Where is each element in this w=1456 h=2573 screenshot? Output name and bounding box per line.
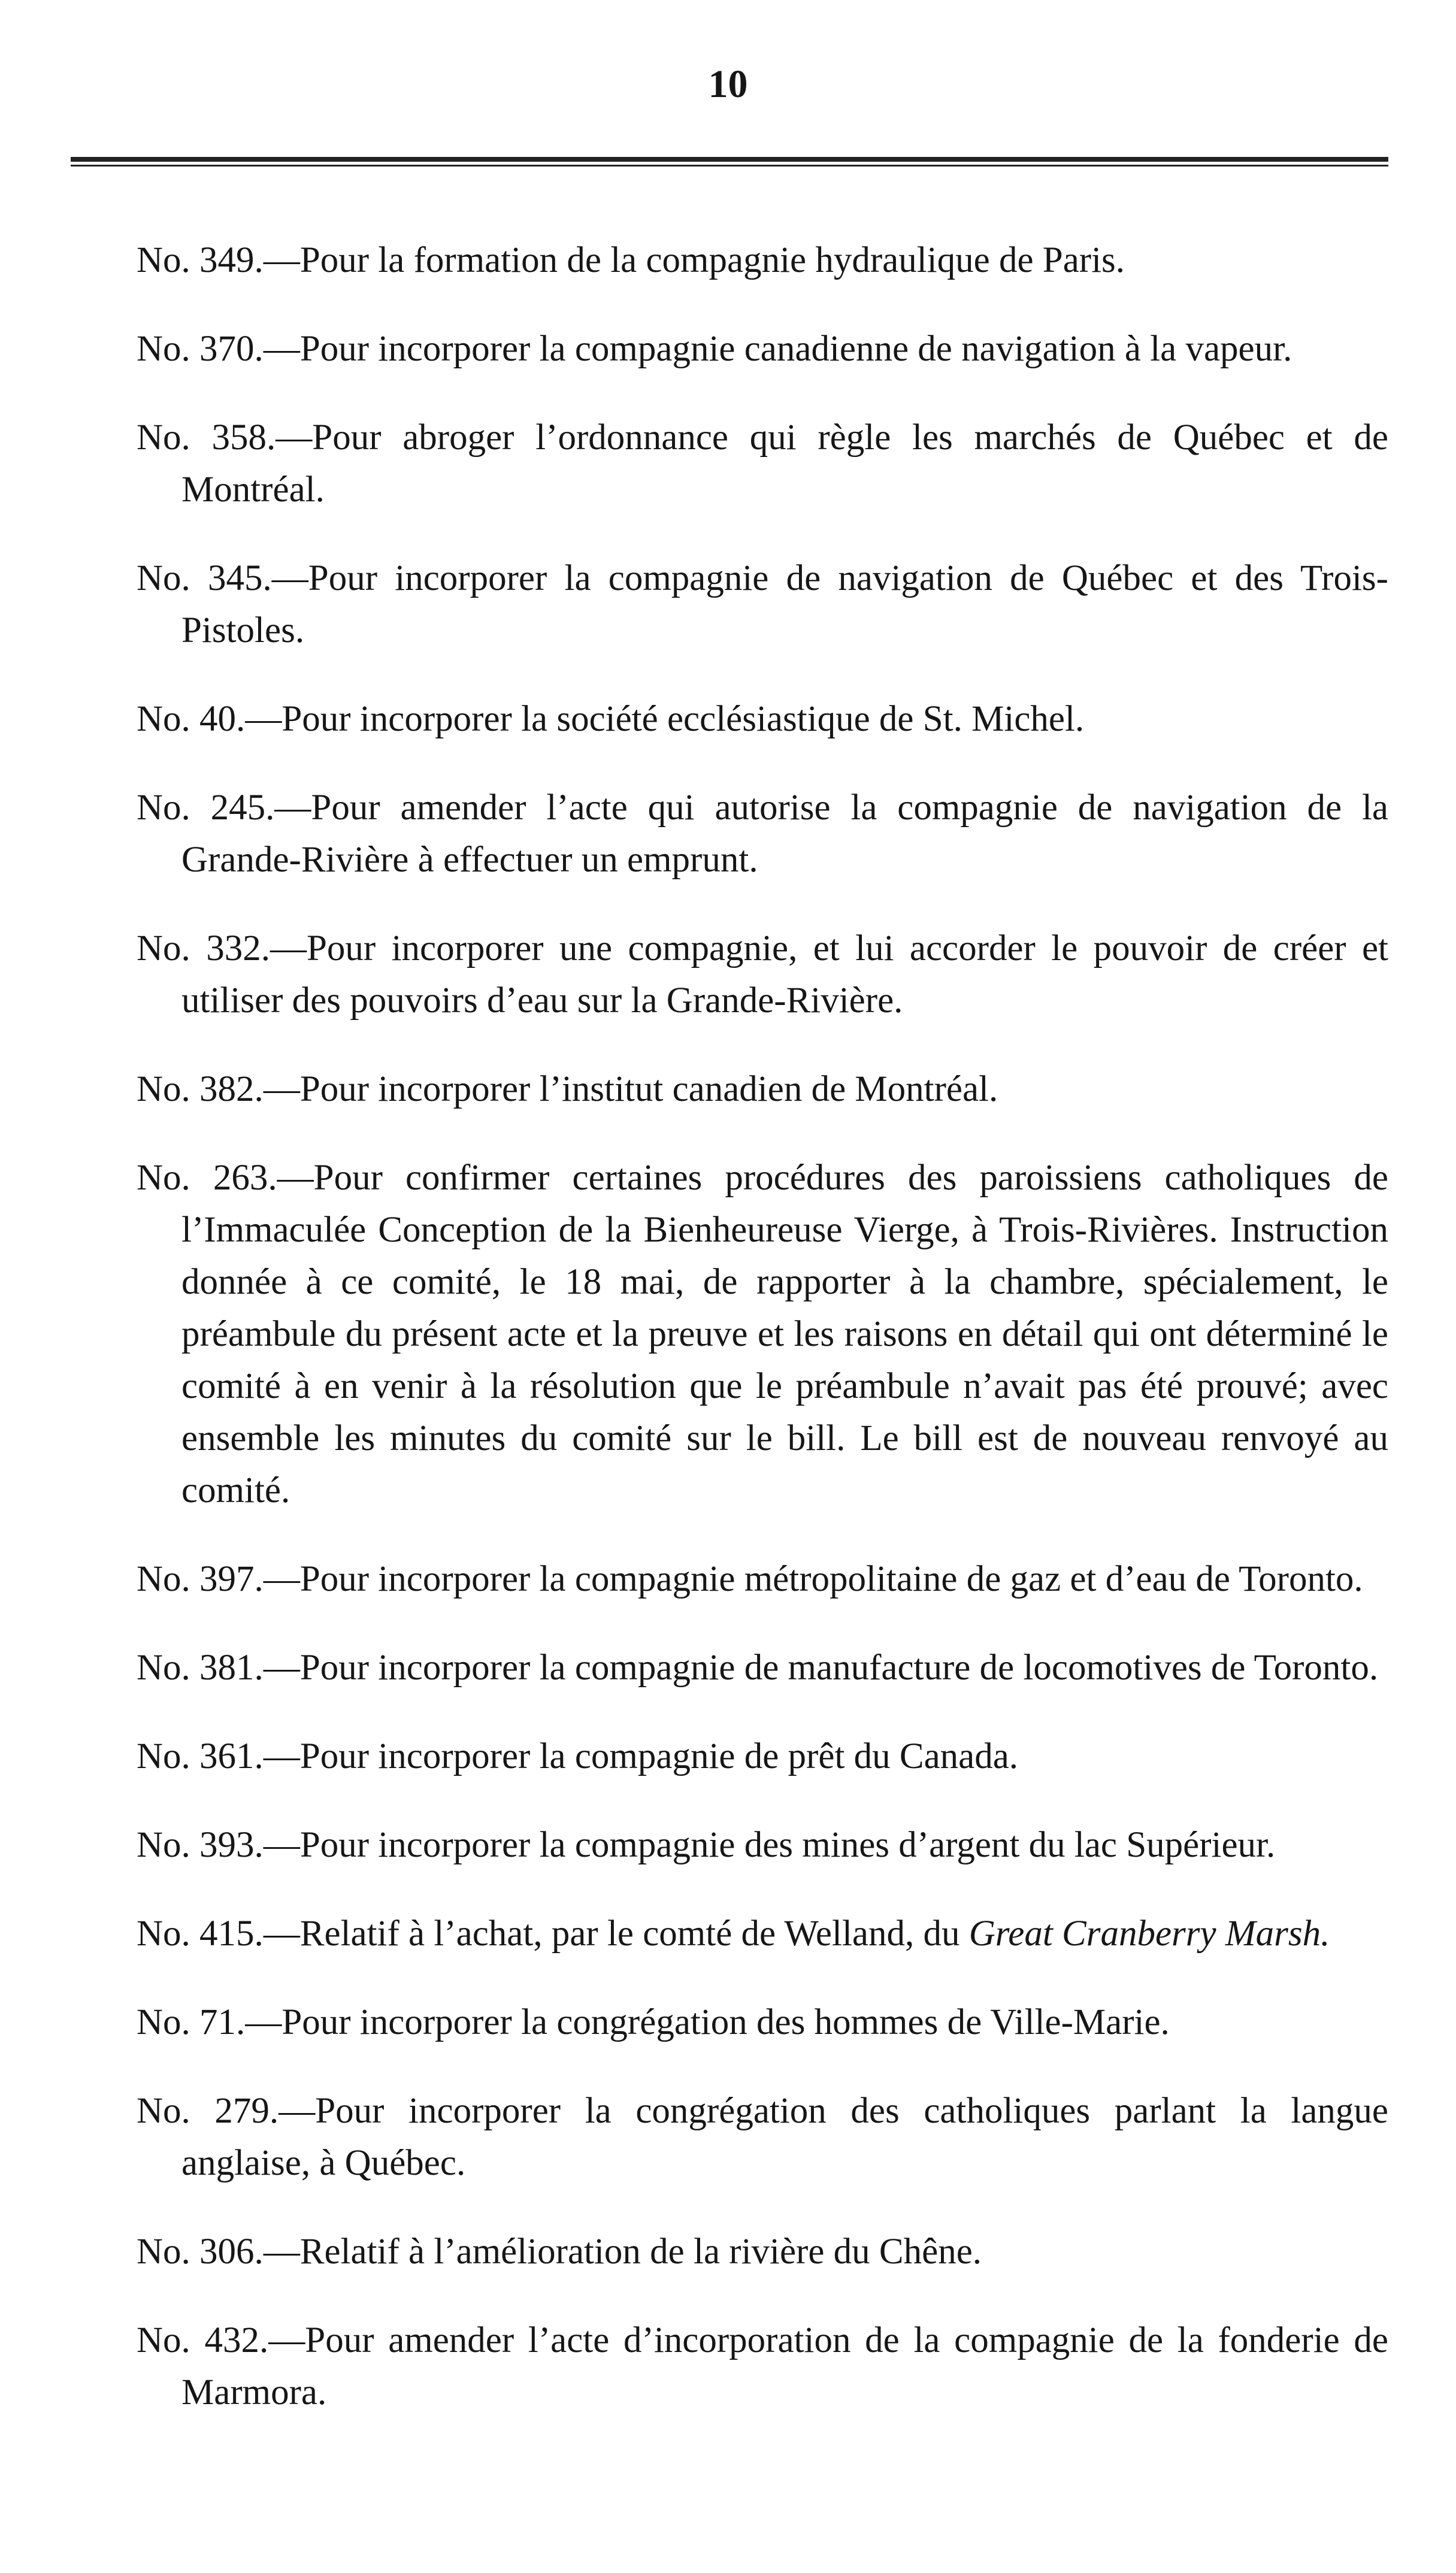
bill-entry xyxy=(137,2085,1388,2189)
bill-entry xyxy=(137,1996,1388,2048)
bill-description: —Pour incorporer la compagnie métropolitaine de gaz et d’eau de Toronto. xyxy=(263,1559,1363,1599)
bill-number: No. 361. xyxy=(137,1736,264,1776)
bill-entry xyxy=(137,323,1388,375)
bill-description: —Pour la formation de la compagnie hydraulique de Paris. xyxy=(263,240,1125,280)
bill-description: —Pour incorporer une compagnie, et lui accorder le pouvoir de créer et utiliser des pouvoirs d’eau sur la Grande-Rivière. xyxy=(181,928,1389,1021)
header-rule-thick xyxy=(71,157,1388,162)
bill-number: No. 245. xyxy=(137,788,275,828)
bill-entry xyxy=(137,1152,1388,1516)
bill-entry xyxy=(137,411,1388,516)
bill-description: —Pour incorporer la compagnie canadienne de navigation à la vapeur. xyxy=(263,329,1292,369)
bill-description: —Pour incorporer la compagnie de prêt du Canada. xyxy=(263,1736,1019,1776)
bill-number: No. 279. xyxy=(137,2091,279,2131)
page-number: 10 xyxy=(708,62,748,106)
bill-description: —Pour abroger l’ordonnance qui règle les marchés de Québec et de Montréal. xyxy=(181,417,1388,510)
bill-description: —Pour incorporer la congrégation des catholiques parlant la langue anglaise, à Québec. xyxy=(181,2091,1388,2183)
bill-entry xyxy=(137,1642,1388,1694)
bill-entry xyxy=(137,782,1388,886)
bill-entry xyxy=(137,552,1388,656)
bill-number: No. 40. xyxy=(137,699,246,739)
bill-number: No. 306. xyxy=(137,2232,264,2272)
bill-number: No. 370. xyxy=(137,329,264,369)
bill-description: —Pour amender l’acte qui autorise la compagnie de navigation de la Grande-Rivière à effectuer un emprunt. xyxy=(181,788,1388,880)
bill-description: —Pour incorporer la compagnie des mines d’argent du lac Supérieur. xyxy=(263,1825,1276,1865)
bill-description: —Pour confirmer certaines procédures des paroissiens catholiques de l’Immaculée Conception de la Bienheureuse Vierge, à Trois-Rivières. Instruction donnée à ce comité, le 18 mai, de rapporter à la chambre, spécialement, le préambule du présent acte et la preuve et les raisons en détail qui ont déterminé le comité à en venir à la résolution que le préambule n’avait pas été prouvé; avec ensemble les minutes du comité sur le bill. Le bill est de nouveau renvoyé au comité. xyxy=(181,1158,1388,1510)
bill-entry xyxy=(137,922,1388,1027)
bill-number: No. 397. xyxy=(137,1559,264,1599)
bill-entry xyxy=(137,1819,1388,1871)
bill-number: No. 415. xyxy=(137,1914,264,1954)
bill-number: No. 381. xyxy=(137,1648,264,1688)
header-rule-thin xyxy=(71,165,1388,167)
bill-entry xyxy=(137,2226,1388,2278)
bill-description: —Pour incorporer l’institut canadien de Montréal. xyxy=(263,1069,998,1109)
bill-entry xyxy=(137,2314,1388,2418)
bill-entry xyxy=(137,1063,1388,1115)
bill-entry xyxy=(137,234,1388,286)
bill-number: No. 263. xyxy=(137,1158,277,1198)
bill-description: —Pour incorporer la compagnie de navigation de Québec et des Trois-Pistoles. xyxy=(181,558,1388,650)
bill-number: No. 358. xyxy=(137,417,276,458)
bill-number: No. 382. xyxy=(137,1069,264,1109)
bill-entry xyxy=(137,1730,1388,1782)
bill-description-italic: Great Cranberry Marsh. xyxy=(968,1914,1330,1954)
bill-list xyxy=(137,198,1388,2443)
bill-number: No. 349. xyxy=(137,240,264,280)
bill-description: —Pour incorporer la compagnie de manufacture de locomotives de Toronto. xyxy=(263,1648,1379,1688)
bill-entry xyxy=(137,1908,1388,1960)
bill-description: —Relatif à l’amélioration de la rivière du Chêne. xyxy=(263,2232,982,2272)
bill-description: —Pour incorporer la société ecclésiastique de St. Michel. xyxy=(245,699,1085,739)
bill-entry xyxy=(137,693,1388,745)
bill-number: No. 432. xyxy=(137,2320,269,2360)
bill-description: —Pour amender l’acte d’incorporation de la compagnie de la fonderie de Marmora. xyxy=(181,2320,1388,2412)
bill-number: No. 332. xyxy=(137,928,270,968)
bill-number: No. 71. xyxy=(137,2002,246,2042)
bill-number: No. 393. xyxy=(137,1825,264,1865)
bill-description: —Pour incorporer la congrégation des hommes de Ville-Marie. xyxy=(245,2002,1170,2042)
bill-description: —Relatif à l’achat, par le comté de Welland, du xyxy=(263,1914,969,1954)
bill-number: No. 345. xyxy=(137,558,272,598)
bill-entry xyxy=(137,1553,1388,1605)
